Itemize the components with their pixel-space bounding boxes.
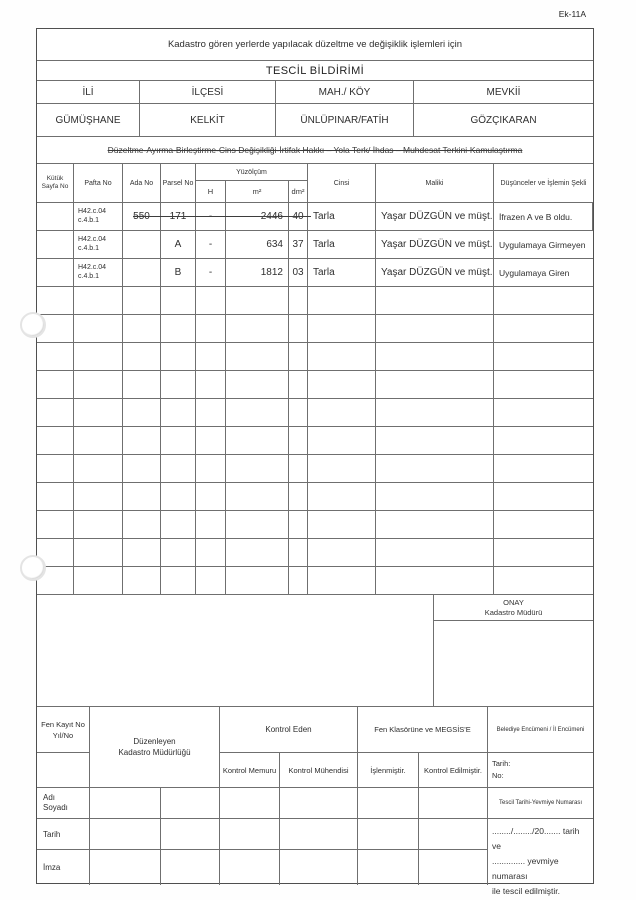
empty-cell (376, 315, 494, 342)
dusunceler-header: Düşünceler ve İşlemin Şekli (500, 179, 587, 187)
empty-cell (289, 539, 308, 566)
empty-cell (123, 287, 161, 314)
signature-cell (90, 850, 161, 885)
table-row-parcel-a (37, 231, 593, 259)
il-value: GÜMÜŞHANE (37, 104, 140, 136)
yuzolcum-header: Yüzölçüm (196, 164, 307, 181)
empty-cell (196, 511, 226, 538)
parsel-cell: B (161, 259, 196, 286)
duzenleyen-label: Düzenleyen Kadastro Müdürlüğü (118, 737, 191, 757)
empty-cell (74, 567, 123, 594)
onay-section (37, 595, 593, 707)
empty-cell (161, 483, 196, 510)
tescil-statement (488, 819, 593, 896)
hektar-cell: - (196, 203, 226, 230)
empty-cell (196, 399, 226, 426)
empty-cell (196, 427, 226, 454)
onay-box (434, 595, 593, 706)
onay-title: ONAY (503, 598, 524, 607)
cinsi-cell: Tarla (308, 231, 376, 258)
empty-cell (376, 287, 494, 314)
parsel-cell: A (161, 231, 196, 258)
empty-cell (289, 511, 308, 538)
tescil-statement-line1: ......../......../20....... tarih ve (492, 826, 580, 851)
empty-cell (308, 455, 376, 482)
cinsi-cell: Tarla (308, 259, 376, 286)
empty-cell (308, 567, 376, 594)
table-row-old-parcel (37, 203, 593, 231)
kontrol-muhendisi-label: Kontrol Mühendisi (288, 765, 349, 775)
empty-cell (123, 483, 161, 510)
kutuk-cell (37, 203, 74, 230)
empty-cell (376, 511, 494, 538)
cinsi-header: Cinsi (308, 164, 376, 202)
ilce-label: İLÇESİ (140, 81, 276, 103)
empty-cell (494, 427, 593, 454)
signature-cell (280, 788, 358, 818)
location-labels-row (37, 81, 593, 104)
parsel-cell: 171 (161, 203, 196, 230)
mevkii-value: GÖZÇIKARAN (470, 114, 537, 126)
onay-signature-area (434, 621, 593, 706)
empty-cell (289, 287, 308, 314)
empty-cell (161, 399, 196, 426)
ilce-value: KELKİT (140, 104, 276, 136)
empty-cell (196, 315, 226, 342)
maliki-cell: Yaşar DÜZGÜN ve müşt. (376, 231, 494, 258)
table-empty-row (37, 455, 593, 483)
signature-cell (419, 850, 488, 885)
empty-cell (308, 315, 376, 342)
signature-cell (358, 819, 419, 849)
imza-row (37, 850, 488, 885)
imza-row-label: İmza (37, 850, 90, 885)
fen-kayit-column (37, 707, 90, 787)
empty-cell (289, 427, 308, 454)
empty-cell (161, 567, 196, 594)
signature-cell (161, 850, 220, 885)
empty-cell (74, 287, 123, 314)
empty-cell (376, 567, 494, 594)
adi-soyadi-row (37, 788, 593, 819)
kontrol-eden-column (220, 707, 358, 787)
dm2-cell: 40 (289, 203, 308, 230)
empty-cell (308, 539, 376, 566)
empty-cell (289, 371, 308, 398)
onay-header (434, 595, 593, 621)
empty-cell (308, 399, 376, 426)
signature-cell (358, 788, 419, 818)
islenmistir-label: İşlenmiştir. (358, 753, 419, 787)
empty-cell (226, 511, 289, 538)
empty-rows (37, 287, 593, 595)
kontrol-edilmistir-label: Kontrol Edilmiştir. (424, 765, 482, 775)
empty-cell (226, 371, 289, 398)
ada-cell (123, 231, 161, 258)
empty-cell (226, 315, 289, 342)
maliki-header: Maliki (376, 164, 494, 202)
empty-cell (123, 343, 161, 370)
empty-cell (289, 315, 308, 342)
table-empty-row (37, 511, 593, 539)
ada-cell: 550 (123, 203, 161, 230)
no-label: No: (492, 771, 504, 780)
signature-cell (161, 819, 220, 849)
tescil-statement-line2: .............. yevmiye numarası (492, 856, 559, 881)
empty-cell (196, 343, 226, 370)
empty-cell (74, 399, 123, 426)
m2-cell: 1812 (226, 259, 289, 286)
fen-klasoru-column (358, 707, 488, 787)
empty-cell (494, 455, 593, 482)
empty-cell (123, 315, 161, 342)
empty-cell (308, 371, 376, 398)
hektar-cell: - (196, 231, 226, 258)
dusunce-cell: Uygulamaya Girmeyen (499, 239, 586, 250)
empty-cell (226, 399, 289, 426)
empty-cell (289, 399, 308, 426)
mah-koy-label: MAH./ KÖY (276, 81, 414, 103)
tarih-label: Tarih: (492, 759, 511, 768)
signature-cell (220, 850, 280, 885)
table-empty-row (37, 343, 593, 371)
empty-cell (494, 567, 593, 594)
empty-cell (123, 511, 161, 538)
empty-cell (161, 539, 196, 566)
signature-cell (90, 819, 161, 849)
dusunce-cell: İfrazen A ve B oldu. (494, 203, 593, 230)
mevkii-label: MEVKİİ (486, 86, 521, 98)
signature-cell (280, 850, 358, 885)
empty-cell (196, 483, 226, 510)
empty-cell (308, 427, 376, 454)
table-empty-row (37, 399, 593, 427)
empty-cell (308, 511, 376, 538)
empty-cell (289, 483, 308, 510)
table-empty-row (37, 483, 593, 511)
empty-cell (289, 567, 308, 594)
tescil-bildirimi-form (36, 28, 594, 896)
signature-cell (161, 788, 220, 818)
dm2-cell: 03 (289, 259, 308, 286)
pafta-cell: H42.c.04 c.4.b.1 (74, 203, 123, 230)
empty-cell (196, 455, 226, 482)
empty-cell (74, 427, 123, 454)
kutuk-cell (37, 231, 74, 258)
empty-cell (308, 287, 376, 314)
dusunce-cell: Uygulamaya Giren (499, 267, 570, 278)
empty-cell (37, 287, 74, 314)
empty-cell (308, 343, 376, 370)
kontrol-memuru-label: Kontrol Memuru (220, 753, 280, 787)
empty-cell (161, 315, 196, 342)
m2-header: m² (226, 181, 289, 202)
fen-kayit-label: Fen Kayıt No Yıl/No (37, 707, 89, 753)
onay-empty-area (37, 595, 434, 706)
table-empty-row (37, 539, 593, 567)
belediye-column (488, 707, 593, 787)
empty-cell (37, 399, 74, 426)
empty-cell (494, 483, 593, 510)
onay-subtitle: Kadastro Müdürü (484, 608, 543, 617)
punch-hole-bottom (20, 555, 46, 581)
tescil-statement-line3: ile tescil edilmiştir. (492, 886, 561, 896)
empty-cell (376, 343, 494, 370)
hektar-header: H (196, 181, 226, 202)
empty-cell (196, 371, 226, 398)
dm2-header: dm² (291, 187, 305, 196)
tarih-no-cell (488, 753, 593, 787)
empty-cell (74, 539, 123, 566)
empty-cell (376, 539, 494, 566)
form-subtitle: Kadastro gören yerlerde yapılacak düzeltme ve değişiklik işlemleri için (167, 39, 463, 50)
form-title-row (37, 61, 593, 81)
form-code-label: Ek-11A (558, 9, 586, 19)
empty-cell (226, 539, 289, 566)
empty-cell (37, 343, 74, 370)
dm2-cell: 37 (289, 231, 308, 258)
signature-cell (220, 819, 280, 849)
empty-cell (161, 455, 196, 482)
operation-type-struck-text: Düzeltme-Ayırma-Birleştirme-Cins Değişikliği-İrtifak Hakkı – Yola Terk/ İhdas – Muhdesat Terkini-Kamulaştırma (107, 145, 523, 155)
empty-cell (308, 483, 376, 510)
pafta-cell: H42.c.04 c.4.b.1 (74, 259, 123, 286)
empty-cell (161, 427, 196, 454)
footer-section (37, 707, 593, 896)
tarih-row-label: Tarih (37, 819, 90, 849)
kutuk-cell (37, 259, 74, 286)
footer-header-band (37, 707, 593, 788)
empty-cell (74, 483, 123, 510)
empty-cell (196, 539, 226, 566)
empty-cell (494, 343, 593, 370)
empty-cell (494, 511, 593, 538)
empty-cell (376, 455, 494, 482)
empty-cell (74, 455, 123, 482)
m2-cell: 2446 (226, 203, 289, 230)
punch-hole-top (20, 312, 46, 338)
table-empty-row (37, 427, 593, 455)
table-header-row (37, 164, 593, 203)
signature-cell (358, 850, 419, 885)
empty-cell (226, 567, 289, 594)
yuzolcum-header-group (196, 164, 308, 202)
empty-cell (226, 343, 289, 370)
empty-cell (289, 455, 308, 482)
empty-cell (196, 287, 226, 314)
empty-cell (74, 343, 123, 370)
il-label: İLİ (37, 81, 140, 103)
tarih-row (37, 819, 488, 850)
empty-cell (494, 371, 593, 398)
empty-cell (376, 483, 494, 510)
table-empty-row (37, 567, 593, 595)
footer-bottom-rows (37, 819, 593, 896)
signature-cell (419, 788, 488, 818)
ada-cell (123, 259, 161, 286)
adi-soyadi-label: Adı Soyadı (37, 788, 90, 818)
table-empty-row (37, 315, 593, 343)
empty-cell (123, 539, 161, 566)
empty-cell (37, 511, 74, 538)
pafta-no-header: Pafta No (74, 164, 123, 202)
empty-cell (123, 399, 161, 426)
empty-cell (376, 399, 494, 426)
empty-cell (226, 427, 289, 454)
hektar-cell: - (196, 259, 226, 286)
empty-cell (123, 567, 161, 594)
empty-cell (123, 371, 161, 398)
table-empty-row (37, 287, 593, 315)
empty-cell (289, 343, 308, 370)
empty-cell (494, 539, 593, 566)
empty-cell (196, 567, 226, 594)
empty-cell (74, 315, 123, 342)
tescil-tarih-header: Tescil Tarihi-Yevmiye Numarası (498, 800, 583, 806)
empty-cell (226, 483, 289, 510)
empty-cell (37, 455, 74, 482)
signature-cell (280, 819, 358, 849)
empty-cell (226, 287, 289, 314)
empty-cell (123, 427, 161, 454)
empty-cell (494, 315, 593, 342)
fen-klasoru-label: Fen Klasörüne ve MEGSİS'E (358, 707, 487, 753)
form-title: TESCİL BİLDİRİMİ (265, 64, 365, 77)
mah-koy-value: ÜNLÜPINAR/FATİH (276, 104, 414, 136)
empty-cell (37, 371, 74, 398)
maliki-cell: Yaşar DÜZGÜN ve müşt. (376, 259, 494, 286)
empty-cell (161, 371, 196, 398)
empty-cell (37, 483, 74, 510)
ada-no-header: Ada No (123, 164, 161, 202)
empty-cell (37, 427, 74, 454)
empty-cell (74, 371, 123, 398)
empty-cell (226, 455, 289, 482)
operation-type-row (37, 137, 593, 164)
m2-cell: 634 (226, 231, 289, 258)
table-empty-row (37, 371, 593, 399)
empty-cell (123, 455, 161, 482)
table-row-parcel-b (37, 259, 593, 287)
empty-cell (376, 371, 494, 398)
empty-cell (494, 399, 593, 426)
location-values-row (37, 104, 593, 137)
empty-cell (74, 511, 123, 538)
pafta-cell: H42.c.04 c.4.b.1 (74, 231, 123, 258)
empty-cell (161, 287, 196, 314)
signature-cell (419, 819, 488, 849)
form-subtitle-row (37, 29, 593, 61)
signature-cell (90, 788, 161, 818)
kutuk-sayfa-no-header: Kütük Sayfa No (37, 164, 74, 202)
empty-cell (494, 287, 593, 314)
empty-cell (161, 343, 196, 370)
duzenleyen-column (90, 707, 220, 787)
empty-cell (161, 511, 196, 538)
fen-kayit-value-cell (37, 753, 89, 787)
signature-cell (220, 788, 280, 818)
parsel-no-header: Parsel No (161, 164, 196, 202)
kontrol-eden-label: Kontrol Eden (220, 707, 357, 753)
cinsi-cell: Tarla (308, 203, 376, 230)
empty-cell (376, 427, 494, 454)
maliki-cell: Yaşar DÜZGÜN ve müşt. (376, 203, 494, 230)
belediye-encumeni-label: Belediye Encümeni / İl Encümeni (488, 707, 593, 753)
